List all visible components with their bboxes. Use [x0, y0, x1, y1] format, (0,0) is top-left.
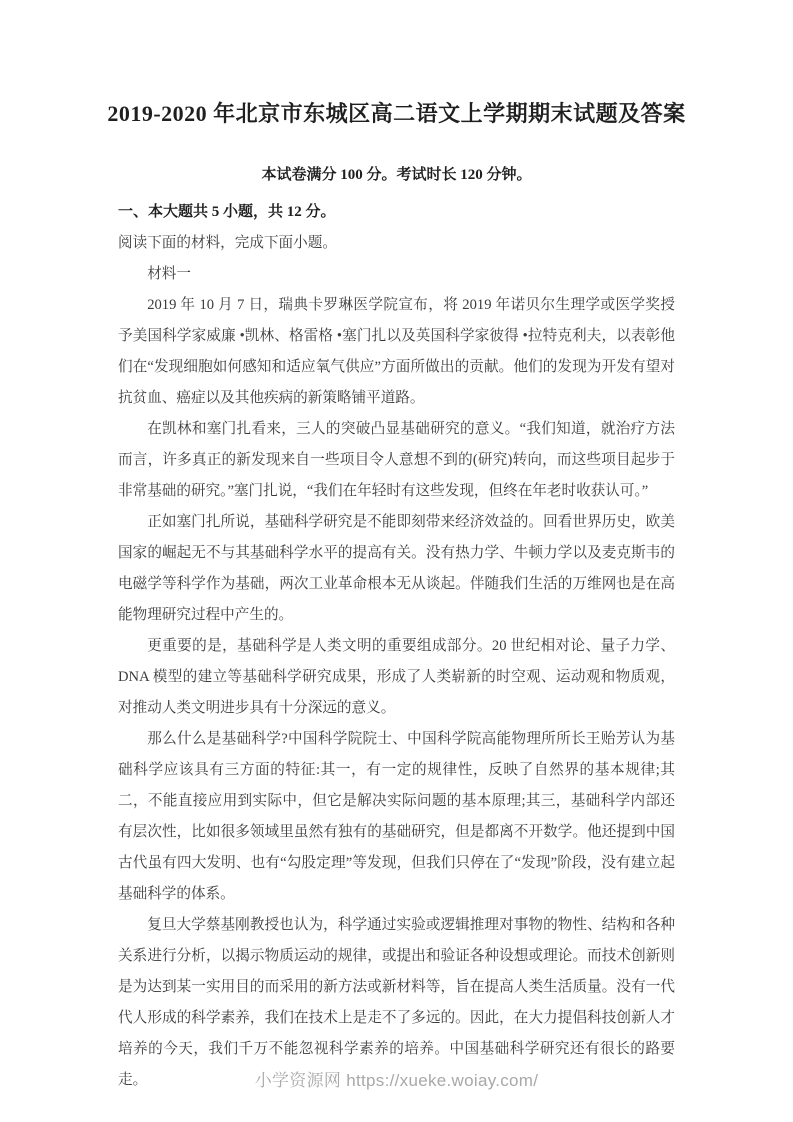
passage-paragraph-3: 正如塞门扎所说，基础科学研究是不能即刻带来经济效益的。回看世界历史，欧美国家的崛起无不与其基础科学水平的提高有关。没有热力学、牛顿力学以及麦克斯韦的电磁学等科学作为基础，两次工业革命根本无从谈起。伴随我们生活的万维网也是在高能物理研究过程中产生的。 [118, 514, 675, 623]
section-heading: 一、本大题共 5 小题，共 12 分。 [118, 204, 336, 220]
passage-paragraph-4: 更重要的是，基础科学是人类文明的重要组成部分。20 世纪相对论、量子力学、DNA 模型的建立等基础科学研究成果，形成了人类崭新的时空观、运动观和物质观，对推动人类文明进步具有十分深远的意义。 [118, 638, 675, 716]
reading-passage [118, 228, 675, 1096]
passage-paragraph-1: 2019 年 10 月 7 日，瑞典卡罗琳医学院宣布，将 2019 年诺贝尔生理学或医学奖授予美国科学家威廉 •凯林、格雷格 •塞门扎以及英国科学家彼得 •拉特克利夫，以表彰他们在“发现细胞如何感知和适应氧气供应”方面所做出的贡献。他们的发现为开发有望对抗贫血、癌症以及其他疾病的新策略铺平道路。 [118, 297, 675, 406]
material-label: 材料一 [147, 266, 191, 282]
footer-url: https://xueke.woiay.com/ [346, 1071, 539, 1090]
reading-instruction: 阅读下面的材料，完成下面小题。 [118, 235, 337, 251]
watermark-footer [0, 1066, 793, 1091]
passage-paragraph-5: 那么什么是基础科学?中国科学院院士、中国科学院高能物理所所长王贻芳认为基础科学应该具有三方面的特征:其一，有一定的规律性，反映了自然界的基本规律;其二，不能直接应用到实际中，但它是解决实际问题的基本原理;其三，基础科学内部还有层次性，比如很多领域里虽然有独有的基础研究，但是都离不开数学。他还提到中国古代虽有四大发明、也有“勾股定理”等发现，但我们只停在了“发现”阶段，没有建立起基础科学的体系。 [118, 731, 675, 902]
document-body [118, 202, 675, 1096]
passage-paragraph-6: 复旦大学蔡基刚教授也认为，科学通过实验或逻辑推理对事物的物性、结构和各种关系进行分析，以揭示物质运动的规律，或提出和验证各种设想或理论。而技术创新则是为达到某一实用目的而采用的新方法或新材料等，旨在提高人类生活质量。没有一代代人形成的科学素养，我们在技术上是走不了多远的。因此，在大力提倡科技创新人才培养的今天，我们千万不能忽视科学素养的培养。中国基础科学研究还有很长的路要走。 [118, 917, 675, 1088]
passage-paragraph-2: 在凯林和塞门扎看来，三人的突破凸显基础研究的意义。“我们知道，就治疗方法而言，许多真正的新发现来自一些项目令人意想不到的(研究)转向，而这些项目起步于非常基础的研究。”塞门扎说，“我们在年轻时有这些发现，但终在年老时收获认可。” [118, 421, 675, 499]
document-title: 2019-2020 年北京市东城区高二语文上学期期末试题及答案 [107, 101, 686, 126]
footer-site-name: 小学资源网 [254, 1071, 342, 1090]
exam-info-line: 本试卷满分 100 分。考试时长 120 分钟。 [261, 167, 532, 183]
